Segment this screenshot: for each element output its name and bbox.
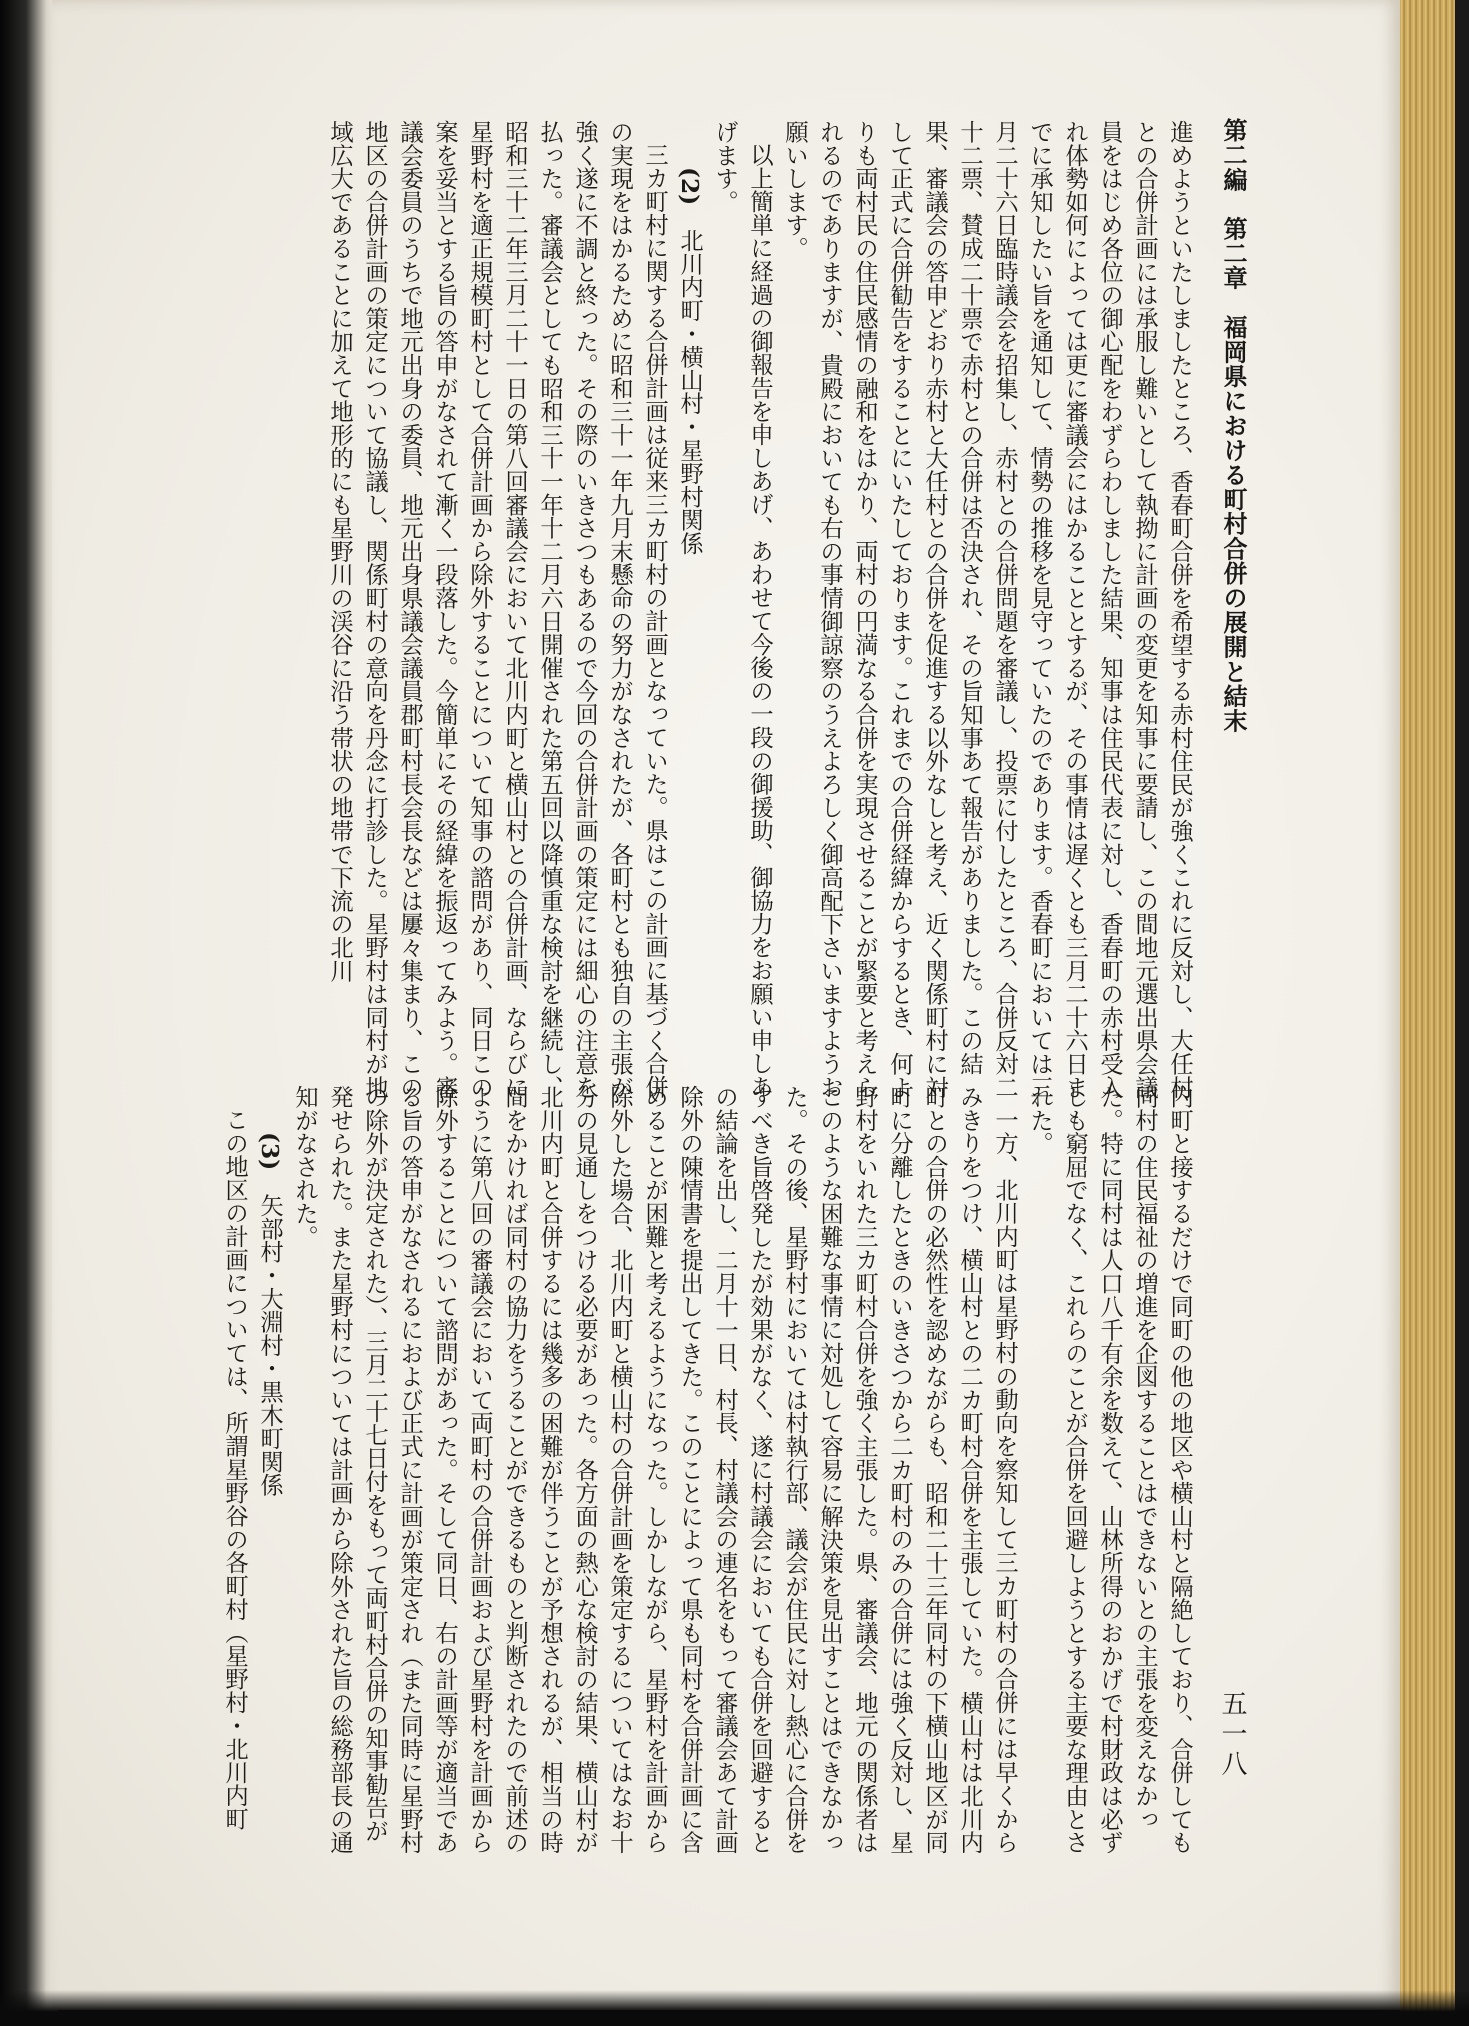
- section-3-title: 矢部村・大淵村・黒木町関係: [256, 1193, 283, 1497]
- lower-paragraph-2: 一方、北川内町は星野村の動向を察知して三カ町村の合併には早くからみきりをつけ、横山村との二カ町村合併を主張していた。横山村は北川内町との合併の必然性を認めながらも、昭和二十三年同村の下横山地区が同町に分離したときのいきさつから二カ町村のみの合併には強く反対し、星野村をいれた三カ町村合併を強く主張した。県、審議会、地元の関係者はこのような困難な事情に対処して容易に解決策を見出すことはできなかった。その後、星野村においては村執行部、議会が住民に対し熱心に合併をすべき旨啓発したが効果がなく、遂に村議会においても合併を回避するとの結論を出し、二月十一日、村長、村議会の連名をもって審議会あて計画除外の陳情書を提出してきた。このことによって県も同村を合併計画に含めることが困難と考えるようになった。しかしながら、星野村を計画から除外した場合、北川内町と横山村の合併計画を策定するについてはなお十分の見通しをつける必要があった。各方面の熱心な検討の結果、横山村が北川内町と合併するには幾多の困難が伴うことが予想されるが、相当の時間をかければ同村の協力をうることができるものと判断されたので前述のように第八回の審議会において両町村の合併計画および星野村を計画から除外することについて諮問があった。そして同日、右の計画等が適当である旨の答申がなされるにおよび正式に計画が策定され（また同時に星野村の除外が決定された）、三月二十七日付をもって両町村合併の知事勧告が発せられた。また星野村については計画から除外された旨の総務部長の通知がなされた。: [291, 1085, 1018, 1854]
- lower-text-block: [217, 1085, 1197, 1865]
- lower-paragraph-1: 内町と接するだけで同町の他の地区や横山村と隔絶しており、合併しても同村の住民福祉の増進を企図することはできないとの主張を変えなかった。特に同村は人口八千有余を数えて、山林所得のおかげで村財政は必ずしも窮屈でなく、これらのことが合併を回避しようとする主要な理由とされた。: [1026, 1085, 1193, 1854]
- running-header: 第二編 第二章 福岡県における町村合併の展開と結末: [1219, 118, 1248, 733]
- section-2-number: (2): [676, 166, 703, 205]
- upper-paragraph-3: 三カ町村に関する合併計画は従来三カ町村の計画となっていた。県はこの計画に基づく合併の実現をはかるために昭和三十一年九月末懸命の努力がなされたが、各町村とも独自の主張が強く遂に不調と終った。その際のいきさつもあるので今回の合併計画の策定には細心の注意を払った。審議会としても昭和三十一年十二月六日開催された第五回以降慎重な検討を継続し、昭和三十二年三月二十一日の第八回審議会において北川内町と横山村との合併計画、ならびに星野村を適正規模町村として合併計画から除外することについて知事の諮問があり、同日この案を妥当とする旨の答申がなされて漸く一段落した。今簡単にその経緯を振返ってみよう。審議会委員のうちで地元出身の委員、地元出身県議会議員郡町村長会長などは屢々集まり、この地区の合併計画の策定について協議し、関係町村の意向を丹念に打診した。星野村は同村が地域広大であることに加えて地形的にも星野川の渓谷に沿う帯状の地帯で下流の北川: [326, 120, 668, 1099]
- lower-paragraph-3: この地区の計画については、所謂星野谷の各町村（星野村・北川内町: [221, 1108, 248, 1831]
- section-3-heading: [252, 1085, 287, 1865]
- page-stack-edge: [1400, 0, 1469, 2026]
- section-3-number: (3): [256, 1131, 283, 1170]
- section-2-heading: [672, 120, 707, 1120]
- upper-text-block: [322, 120, 1197, 1120]
- page-number: 五一八: [1217, 1690, 1247, 1780]
- upper-paragraph-2: 以上簡単に経過の御報告を申しあげ、あわせて今後の一段の御援助、御協力をお願い申しあげます。: [711, 120, 773, 1099]
- bottom-shadow: [0, 1990, 1469, 2026]
- upper-paragraph-1: 進めようといたしましたところ、香春町合併を希望する赤村住民が強くこれに反対し、大任村との合併計画には承服し難いとして執拗に計画の変更を知事に要請し、この間地元選出県会議員をはじめ各位の御心配をわずらわしました結果、知事は住民代表に対し、香春町の赤村受入れ体勢如何によっては更に審議会にはかることとするが、その事情は遅くとも三月二十六日までに承知したい旨を通知して、情勢の推移を見守っていたのであります。香春町においては三月二十六日臨時議会を招集し、赤村との合併問題を審議し、投票に付したところ、合併反対二十二票、賛成二十票で赤村との合併は否決され、その旨知事あて報告がありました。この結果、審議会の答申どおり赤村と大任村との合併を促進する以外なしと考え、近く関係町村に対して正式に合併勧告をすることにいたしております。これまでの合併経緯からするとき、何よりも両村民の住民感情の融和をはかり、両村の円満なる合併を実現させることが緊要と考えられるのでありますが、貴殿においても右の事情御諒察のうえよろしく御高配下さいますようお願いします。: [781, 120, 1193, 1099]
- book-gutter: [0, 0, 58, 2026]
- section-2-title: 北川内町・横山村・星野村関係: [676, 228, 703, 555]
